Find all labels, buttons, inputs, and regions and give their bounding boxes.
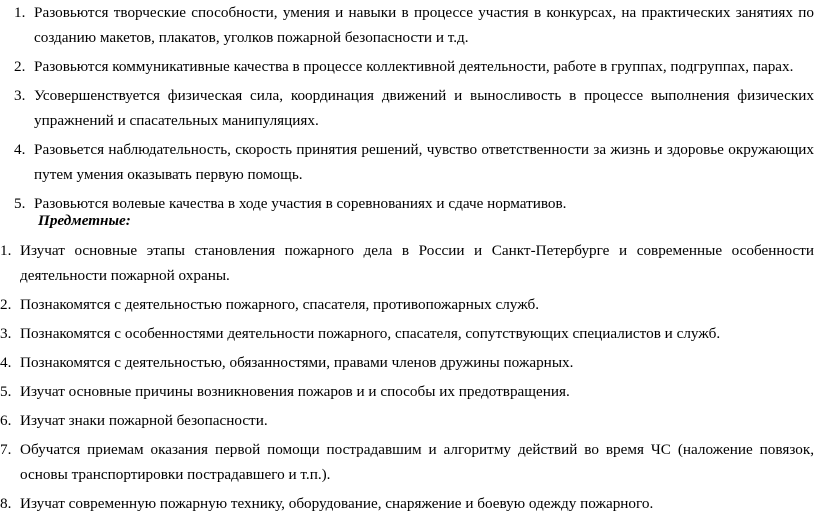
- item-number: 2.: [0, 296, 12, 313]
- item-number: 5.: [14, 195, 26, 212]
- item-number: 1.: [0, 242, 12, 259]
- item-number: 8.: [0, 495, 12, 512]
- subject-outcomes-list: [0, 238, 814, 520]
- item-number: 4.: [14, 141, 26, 158]
- item-text: Разовьются волевые качества в ходе участия в соревнованиях и сдаче нормативов.: [34, 195, 567, 212]
- list-item: [0, 321, 814, 346]
- list-item: [0, 0, 814, 50]
- list-item: [0, 491, 814, 516]
- item-number: 3.: [0, 325, 12, 342]
- item-number: 1.: [14, 4, 26, 21]
- item-text: Познакомятся с деятельностью пожарного, спасателя, противопожарных служб.: [20, 296, 540, 313]
- item-text: Изучат знаки пожарной безопасности.: [20, 412, 268, 429]
- item-number: 4.: [0, 354, 12, 371]
- list-item: [0, 379, 814, 404]
- item-text: Познакомятся с особенностями деятельности пожарного, спасателя, сопутствующих специалистов и служб.: [20, 325, 721, 342]
- developmental-outcomes-list: [0, 0, 814, 220]
- list-item: [0, 292, 814, 317]
- item-number: 3.: [14, 87, 26, 104]
- list-item: [0, 83, 814, 133]
- item-text: Изучат современную пожарную технику, оборудование, снаряжение и боевую одежду пожарного.: [20, 495, 654, 512]
- item-text: Разовьются творческие способности, умения и навыки в процессе участия в конкурсах, на практических занятиях по созданию макетов, плакатов, уголков пожарной безопасности и т.д.: [34, 4, 814, 46]
- item-text: Обучатся приемам оказания первой помощи пострадавшим и алгоритму действий во время ЧС (наложение повязок, основы транспортировки пострадавшего и т.п.).: [20, 441, 814, 483]
- item-number: 7.: [0, 441, 12, 458]
- section-subheading: Предметные:: [38, 212, 131, 229]
- item-text: Разовьется наблюдательность, скорость принятия решений, чувство ответственности за жизнь и здоровье окружающих путем умения оказывать первую помощь.: [34, 141, 814, 183]
- item-number: 2.: [14, 58, 26, 75]
- item-number: 6.: [0, 412, 12, 429]
- list-item: [0, 238, 814, 288]
- item-text: Изучат основные причины возникновения пожаров и и способы их предотвращения.: [20, 383, 570, 400]
- item-text: Познакомятся с деятельностью, обязанностями, правами членов дружины пожарных.: [20, 354, 574, 371]
- list-item: [0, 54, 814, 79]
- item-text: Усовершенствуется физическая сила, координация движений и выносливость в процессе выполнения физических упражнений и спасательных манипуляциях.: [34, 87, 814, 129]
- item-text: Разовьются коммуникативные качества в процессе коллективной деятельности, работе в группах, подгруппах, парах.: [34, 58, 794, 75]
- list-item: [0, 350, 814, 375]
- item-number: 5.: [0, 383, 12, 400]
- item-text: Изучат основные этапы становления пожарного дела в России и Санкт-Петербурге и современные особенности деятельности пожарной охраны.: [20, 242, 814, 284]
- list-item: [0, 408, 814, 433]
- list-item: [0, 437, 814, 487]
- list-item: [0, 137, 814, 187]
